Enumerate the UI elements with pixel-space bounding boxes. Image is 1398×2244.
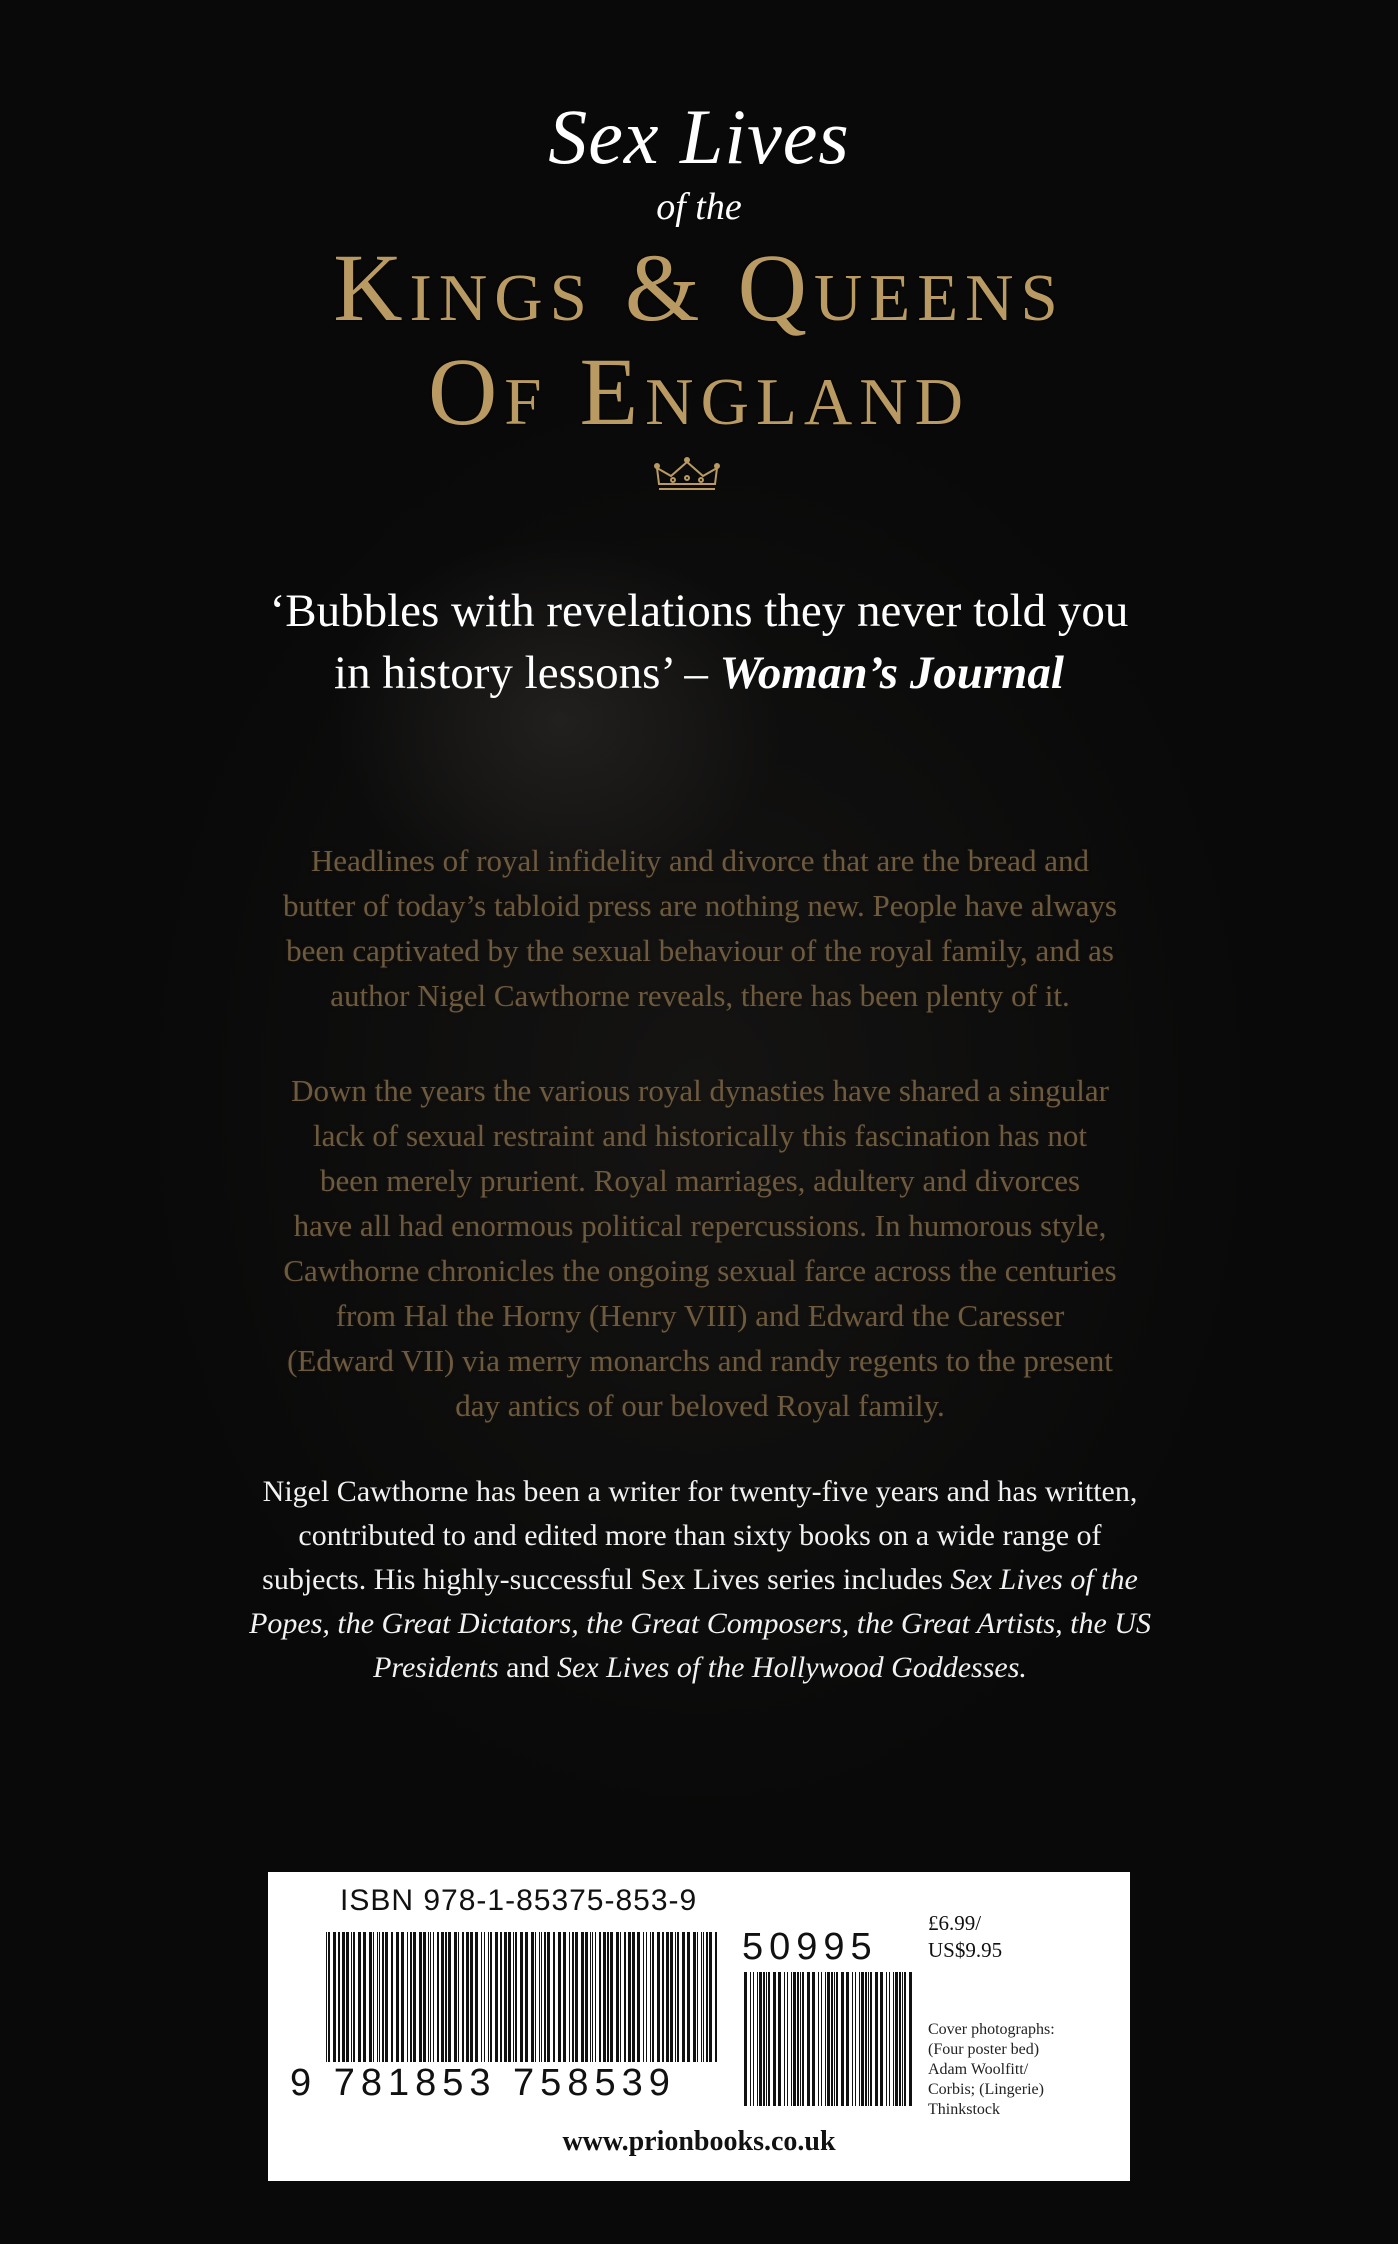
- price: [928, 1910, 1002, 1964]
- bio-line: Nigel Cawthorne has been a writer for twenty-five years and has written,: [262, 1475, 1138, 1508]
- barcode-bar: [520, 1932, 523, 2062]
- quote-line-2: [0, 642, 1398, 704]
- barcode-bar: [433, 1932, 434, 2062]
- barcode-bar: [709, 1932, 712, 2062]
- barcode-bar: [353, 1932, 355, 2062]
- barcode-bar: [646, 1932, 647, 2062]
- barcode-bar: [666, 1932, 669, 2062]
- barcode-bar: [363, 1932, 366, 2062]
- barcode-bar: [825, 1972, 826, 2106]
- barcode-bar: [558, 1932, 561, 2062]
- barcode-bar: [572, 1932, 574, 2062]
- barcode-bar: [886, 1972, 887, 2106]
- barcode-bar: [454, 1932, 457, 2062]
- barcode-bar: [531, 1932, 534, 2062]
- bio-text: subjects. His highly-successful Sex Lives series includes: [262, 1563, 951, 1596]
- barcode-bar: [515, 1932, 517, 2062]
- barcode-bar: [870, 1972, 872, 2106]
- barcode-bar: [812, 1972, 815, 2106]
- barcode-bar: [581, 1932, 584, 2062]
- barcode-bar: [575, 1932, 578, 2062]
- barcode-bar: [351, 1932, 352, 2062]
- title-of-the: of the: [656, 186, 742, 228]
- barcode-bar: [800, 1972, 801, 2106]
- barcode-bar: [757, 1972, 758, 2106]
- blurb-paragraph-1: [150, 838, 1250, 1018]
- barcode-bar: [475, 1932, 478, 2062]
- barcode-bar: [697, 1932, 698, 2062]
- barcode-bar: [793, 1972, 796, 2106]
- barcode-bar: [592, 1932, 593, 2062]
- barcode-bar: [328, 1932, 330, 2062]
- barcode-bar: [893, 1972, 894, 2106]
- barcode-bar: [401, 1932, 404, 2062]
- price-gbp: £6.99/: [928, 1911, 982, 1935]
- barcode-bar: [624, 1932, 626, 2062]
- blurb-line: Down the years the various royal dynasties have shared a singular: [291, 1073, 1109, 1108]
- credit-line: Corbis; (Lingerie): [928, 2081, 1044, 2098]
- title-sex-lives: Sex Lives: [548, 93, 850, 180]
- barcode-bar: [569, 1932, 570, 2062]
- blurb-line: been captivated by the sexual behaviour of the royal family, and as: [286, 933, 1114, 968]
- bio-title: Sex Lives of the: [950, 1563, 1138, 1596]
- barcode-bar: [693, 1932, 696, 2062]
- barcode-bar: [448, 1932, 451, 2062]
- barcode-bar: [535, 1932, 536, 2062]
- blurb-line: author Nigel Cawthorne reveals, there has been plenty of it.: [330, 978, 1070, 1013]
- barcode-bar: [373, 1932, 374, 2062]
- barcode-bar: [880, 1972, 883, 2106]
- barcode-bar: [831, 1972, 833, 2106]
- barcode-bar: [553, 1932, 555, 2062]
- blurb-line: butter of today’s tabloid press are nothing new. People have always: [283, 888, 1117, 923]
- barcode-bar: [909, 1972, 912, 2106]
- barcode-bar: [773, 1972, 776, 2106]
- barcode-bar: [750, 1972, 751, 2106]
- price-addon-code: 50995: [742, 1926, 878, 1968]
- barcode-bar: [899, 1972, 901, 2106]
- barcode-bar: [437, 1932, 439, 2062]
- barcode-bar: [490, 1932, 492, 2062]
- barcode-bar: [652, 1932, 654, 2062]
- blurb-paragraph-2: [150, 1068, 1250, 1428]
- barcode-bar: [385, 1932, 388, 2062]
- barcode-bar: [391, 1932, 393, 2062]
- barcode-bar: [508, 1932, 511, 2062]
- barcode-bar: [484, 1932, 485, 2062]
- barcode-bar: [662, 1932, 664, 2062]
- barcode-bar: [797, 1972, 799, 2106]
- barcode-bar: [865, 1972, 867, 2106]
- barcode-bar: [787, 1972, 788, 2106]
- barcode-bar: [547, 1932, 550, 2062]
- barcode-bar: [541, 1932, 542, 2062]
- barcode-bar: [889, 1972, 890, 2106]
- barcode-bar: [701, 1932, 702, 2062]
- barcode-bar: [827, 1972, 830, 2106]
- barcode-bar: [413, 1932, 416, 2062]
- publisher-website[interactable]: www.prionbooks.co.uk: [562, 2126, 836, 2157]
- photo-credits: [928, 2020, 1128, 2120]
- bio-title: Presidents: [373, 1651, 499, 1684]
- barcode-bar: [590, 1932, 591, 2062]
- addon-barcode: [742, 1972, 914, 2106]
- barcode-bar: [379, 1932, 380, 2062]
- quote-line-1: ‘Bubbles with revelations they never told you: [269, 585, 1129, 637]
- barcode-bar: [818, 1972, 819, 2106]
- barcode-bar: [607, 1932, 609, 2062]
- barcode-bar: [326, 1932, 327, 2062]
- barcode-bar: [423, 1932, 426, 2062]
- blurb-line: been merely prurient. Royal marriages, adultery and divorces: [319, 1163, 1081, 1198]
- barcode-bar: [396, 1932, 399, 2062]
- blurb-line: (Edward VII) via merry monarchs and randy regents to the present: [287, 1343, 1113, 1378]
- barcode-bar: [466, 1932, 469, 2062]
- bio-line: [150, 1602, 1250, 1646]
- bio-title: Sex Lives of the Hollywood Goddesses.: [556, 1651, 1027, 1684]
- barcode-bar: [875, 1972, 878, 2106]
- barcode-bar: [504, 1932, 507, 2062]
- barcode-bar: [599, 1932, 601, 2062]
- barcode-bar: [488, 1932, 489, 2062]
- barcode-bar: [525, 1932, 528, 2062]
- barcode-bar: [481, 1932, 482, 2062]
- blurb-line: have all had enormous political repercussions. In humorous style,: [293, 1208, 1107, 1243]
- barcode-bar: [495, 1932, 498, 2062]
- barcode-bar: [338, 1932, 340, 2062]
- barcode-bar: [410, 1932, 412, 2062]
- barcode-bar: [791, 1972, 792, 2106]
- barcode-bar: [544, 1932, 546, 2062]
- barcode-bar: [768, 1972, 770, 2106]
- quote-source: Woman’s Journal: [719, 647, 1064, 699]
- barcode-bar: [382, 1932, 384, 2062]
- barcode-bar: [763, 1972, 765, 2106]
- barcode-bar: [861, 1972, 864, 2106]
- barcode-bar: [585, 1932, 588, 2062]
- barcode-bar: [846, 1972, 849, 2106]
- barcode-bar: [342, 1932, 345, 2062]
- barcode-bar: [744, 1972, 747, 2106]
- barcode-bar: [753, 1972, 754, 2106]
- barcode-bar: [470, 1932, 473, 2062]
- blurb-line: lack of sexual restraint and historically this fascination has not: [313, 1118, 1087, 1153]
- quote-line-2-text: in history lessons’ –: [334, 647, 720, 699]
- barcode-bar: [687, 1932, 690, 2062]
- barcode-bar: [595, 1932, 596, 2062]
- barcode-bar: [603, 1932, 606, 2062]
- barcode-bar: [677, 1932, 679, 2062]
- blurb-line: from Hal the Horny (Henry VIII) and Edward the Caresser: [335, 1298, 1065, 1333]
- barcode-bar: [802, 1972, 804, 2106]
- barcode-bar: [346, 1932, 349, 2062]
- bio-line: [150, 1558, 1250, 1602]
- isbn-label: ISBN 978-1-85375-853-9: [340, 1884, 698, 1917]
- title-of-england: Of England: [427, 338, 971, 445]
- barcode-bar: [675, 1932, 676, 2062]
- barcode-bar: [759, 1972, 762, 2106]
- barcode-bar: [377, 1932, 378, 2062]
- barcode-bar: [428, 1932, 429, 2062]
- barcode-bar: [620, 1932, 621, 2062]
- price-usd: US$9.95: [928, 1938, 1003, 1962]
- barcode-bar: [852, 1972, 853, 2106]
- barcode-bar: [902, 1972, 903, 2106]
- barcode-bar: [778, 1972, 781, 2106]
- barcode-bar: [500, 1932, 502, 2062]
- barcode-bar: [632, 1932, 635, 2062]
- barcode-bar: [462, 1932, 464, 2062]
- barcode-bar: [458, 1932, 459, 2062]
- barcode-bar: [610, 1932, 613, 2062]
- barcode-bar: [807, 1972, 810, 2106]
- barcode-bar: [650, 1932, 651, 2062]
- barcode-bar: [539, 1932, 540, 2062]
- barcode-bar: [637, 1932, 640, 2062]
- barcode-bar: [841, 1972, 844, 2106]
- barcode-bar: [628, 1932, 631, 2062]
- barcode-bar: [563, 1932, 566, 2062]
- barcode-bar: [430, 1932, 431, 2062]
- barcode-bar: [513, 1932, 514, 2062]
- barcode-bar: [441, 1932, 444, 2062]
- barcode-bar: [868, 1972, 869, 2106]
- barcode-bar: [836, 1972, 838, 2106]
- barcode-bar: [715, 1932, 717, 2062]
- barcode-bar: [657, 1932, 660, 2062]
- author-bio: [150, 1470, 1250, 1690]
- blurb-line: Headlines of royal infidelity and divorce that are the bread and: [310, 843, 1090, 878]
- credit-line: Cover photographs:: [928, 2021, 1055, 2038]
- barcode-bar: [784, 1972, 785, 2106]
- barcode-bar: [703, 1932, 704, 2062]
- barcode-bar: [821, 1972, 822, 2106]
- barcode-bar: [895, 1972, 898, 2106]
- barcode-bar: [333, 1932, 336, 2062]
- barcode-bar: [855, 1972, 856, 2106]
- barcode-bar: [682, 1932, 685, 2062]
- barcode-panel: [268, 1872, 1130, 2181]
- barcode-bar: [643, 1932, 644, 2062]
- bio-line: contributed to and edited more than sixty books on a wide range of: [298, 1519, 1102, 1552]
- review-quote: [0, 580, 1398, 704]
- barcode-bar: [369, 1932, 372, 2062]
- barcode-bar: [419, 1932, 422, 2062]
- bio-title: Popes, the Great Dictators, the Great Composers, the Great Artists, the US: [249, 1607, 1151, 1640]
- crown-icon: [653, 456, 721, 492]
- bio-line: [150, 1646, 1250, 1690]
- barcode-bar: [706, 1932, 708, 2062]
- barcode-bar: [834, 1972, 835, 2106]
- barcode-bar: [407, 1932, 408, 2062]
- blurb-line: Cawthorne chronicles the ongoing sexual farce across the centuries: [283, 1253, 1117, 1288]
- barcode-bar: [445, 1932, 447, 2062]
- barcode-bar: [358, 1932, 361, 2062]
- credit-line: Thinkstock: [928, 2101, 1000, 2118]
- bio-text: and: [498, 1651, 557, 1684]
- barcode-bar: [859, 1972, 860, 2106]
- barcode-bar: [670, 1932, 673, 2062]
- barcode-digits: 9 781853 758539: [290, 2062, 676, 2104]
- barcode-bar: [904, 1972, 906, 2106]
- barcode-bar: [766, 1972, 767, 2106]
- credit-line: Adam Woolfitt/: [928, 2061, 1029, 2078]
- barcode-bar: [616, 1932, 619, 2062]
- title-kings-and-queens: Kings & Queens: [333, 234, 1065, 341]
- credit-line: (Four poster bed): [928, 2041, 1040, 2058]
- blurb-line: day antics of our beloved Royal family.: [455, 1388, 945, 1423]
